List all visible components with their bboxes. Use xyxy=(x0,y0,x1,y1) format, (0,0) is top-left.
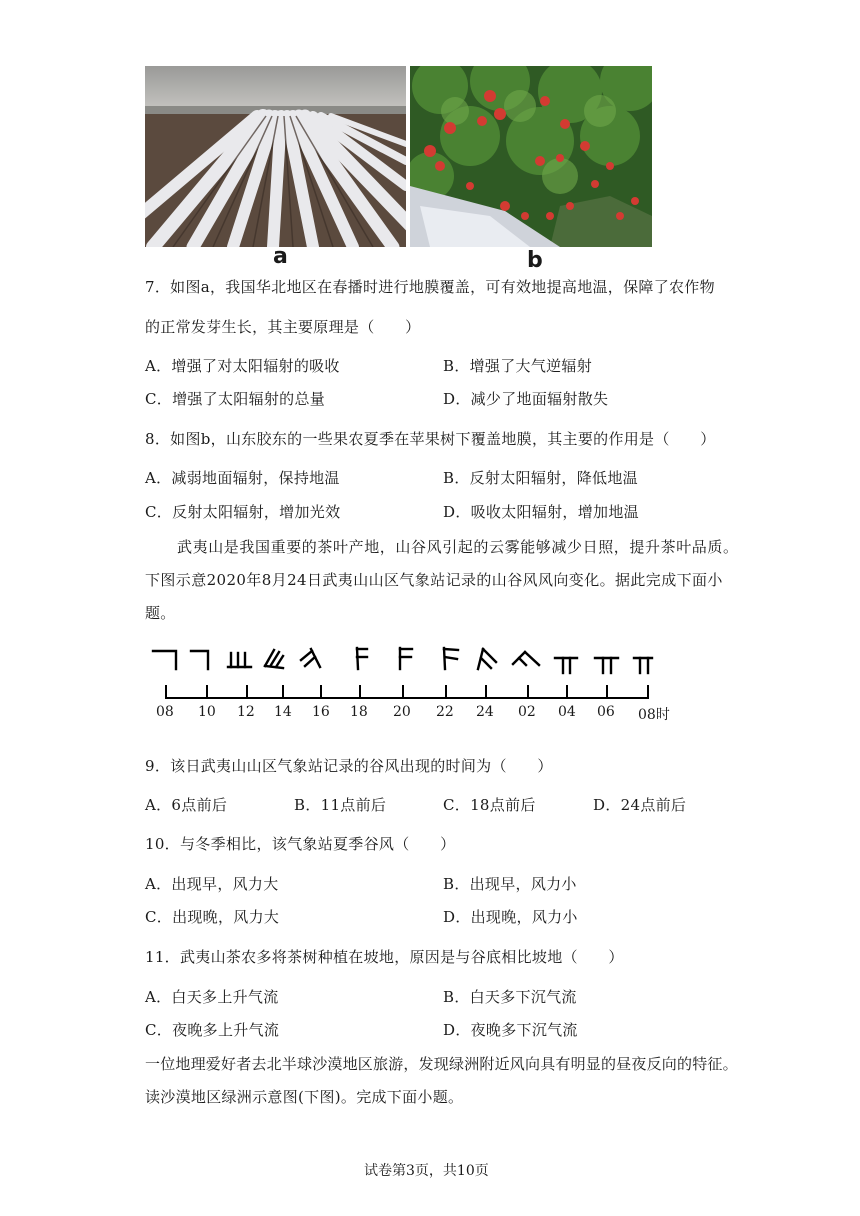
question-9-option-c: C．18点前后 xyxy=(443,796,536,814)
axis-tick-22: 22 xyxy=(436,704,454,720)
question-7-option-a: A．增强了对太阳辐射的吸收 xyxy=(145,357,340,375)
question-8-option-b: B．反射太阳辐射，降低地温 xyxy=(443,469,638,487)
question-10-option-d: D．出现晚，风力小 xyxy=(443,908,578,926)
axis-tick-14: 14 xyxy=(274,704,292,720)
wind-barb-08-next xyxy=(634,658,652,673)
wind-barb-04 xyxy=(555,658,577,673)
question-7-option-d: D．减少了地面辐射散失 xyxy=(443,390,609,408)
question-7-stem-line1: 7．如图a，我国华北地区在春播时进行地膜覆盖，可有效地提高地温，保障了农作物 xyxy=(145,278,715,296)
question-8-option-d: D．吸收太阳辐射，增加地温 xyxy=(443,503,639,521)
question-11-option-a: A．白天多上升气流 xyxy=(145,988,279,1006)
question-10-option-b: B．出现早，风力小 xyxy=(443,875,577,893)
wind-barb-18 xyxy=(357,648,367,669)
question-8-option-c: C．反射太阳辐射，增加光效 xyxy=(145,503,341,521)
question-9-option-b: B．11点前后 xyxy=(294,796,387,814)
passage-wuyi-line1: 武夷山是我国重要的茶叶产地，山谷风引起的云雾能够减少日照，提升茶叶品质。 xyxy=(177,538,739,556)
question-7-option-c: C．增强了太阳辐射的总量 xyxy=(145,390,326,408)
question-8-option-a: A．减弱地面辐射，保持地温 xyxy=(145,469,340,487)
wind-barb-24 xyxy=(478,649,496,669)
wind-barb-12 xyxy=(228,653,251,667)
question-8-stem: 8．如图b，山东胶东的一些果农夏季在苹果树下覆盖地膜，其主要的作用是（ ） xyxy=(145,430,716,448)
passage-wuyi-line2: 下图示意2020年8月24日武夷山山区气象站记录的山谷风风向变化。据此完成下面小 xyxy=(145,571,723,589)
axis-tick-10: 10 xyxy=(198,704,216,720)
wind-barb-08 xyxy=(153,651,176,669)
axis-tick-02: 02 xyxy=(518,704,536,720)
photo-a-caption: a xyxy=(273,244,288,269)
question-10-option-a: A．出现早，风力大 xyxy=(145,875,279,893)
page-footer: 试卷第3页，共10页 xyxy=(364,1163,489,1179)
question-11-option-c: C．夜晚多上升气流 xyxy=(145,1021,280,1039)
photo-a-plastic-mulch-field xyxy=(145,66,406,247)
wind-barb-16 xyxy=(301,649,320,667)
question-9-stem: 9．该日武夷山山区气象站记录的谷风出现的时间为（ ） xyxy=(145,757,553,775)
passage-wuyi-line3: 题。 xyxy=(145,604,176,622)
question-9-option-d: D．24点前后 xyxy=(593,796,687,814)
wind-barb-22 xyxy=(444,648,458,669)
wind-direction-diagram xyxy=(145,640,685,726)
passage-desert-line2: 读沙漠地区绿洲示意图(下图)。完成下面小题。 xyxy=(145,1088,464,1106)
question-11-stem: 11．武夷山茶农多将茶树种植在坡地，原因是与谷底相比坡地（ ） xyxy=(145,948,624,966)
question-7-option-b: B．增强了大气逆辐射 xyxy=(443,357,593,375)
question-7-stem-line2: 的正常发芽生长，其主要原理是（ ） xyxy=(145,318,421,336)
wind-barb-02 xyxy=(513,652,539,665)
axis-tick-08: 08 xyxy=(156,704,174,720)
passage-desert-line1: 一位地理爱好者去北半球沙漠地区旅游，发现绿洲附近风向具有明显的昼夜反向的特征。 xyxy=(145,1055,738,1073)
axis-tick-18: 18 xyxy=(350,704,368,720)
axis-tick-12: 12 xyxy=(237,704,255,720)
axis-tick-06: 06 xyxy=(597,704,615,720)
photo-b-caption: b xyxy=(527,248,543,273)
question-11-option-b: B．白天多下沉气流 xyxy=(443,988,577,1006)
question-11-option-d: D．夜晚多下沉气流 xyxy=(443,1021,578,1039)
photo-b-apple-orchard xyxy=(410,66,652,247)
wind-barb-10 xyxy=(191,651,208,669)
wind-barb-20 xyxy=(400,648,412,669)
question-10-option-c: C．出现晚，风力大 xyxy=(145,908,280,926)
axis-tick-20: 20 xyxy=(393,704,411,720)
axis-tick-16: 16 xyxy=(312,704,330,720)
wind-barb-06 xyxy=(595,658,618,673)
wind-barb-14 xyxy=(265,650,283,668)
question-9-option-a: A．6点前后 xyxy=(145,796,228,814)
axis-tick-04: 04 xyxy=(558,704,576,720)
question-10-stem: 10．与冬季相比，该气象站夏季谷风（ ） xyxy=(145,835,456,853)
axis-tick-24: 24 xyxy=(476,704,494,720)
axis-tick-08-hour: 08时 xyxy=(638,707,670,723)
